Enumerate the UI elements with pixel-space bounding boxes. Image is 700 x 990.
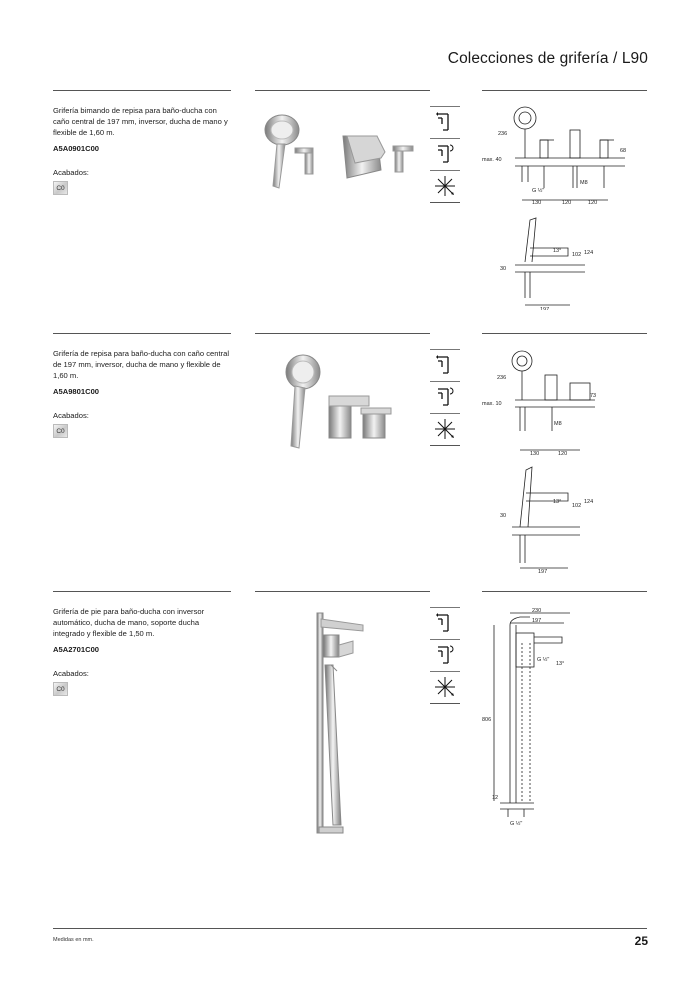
technical-drawing — [470, 345, 635, 575]
finish-swatch: C0 — [53, 181, 68, 195]
dim-label: 130 — [530, 451, 540, 457]
footer-note: Medidas en mm. — [53, 937, 94, 943]
page-title: Colecciones de grifería / L90 — [447, 50, 648, 67]
divider — [255, 333, 430, 334]
divider — [255, 90, 430, 91]
dim-label: 120 — [588, 200, 598, 206]
dim-label: 12 — [492, 795, 499, 801]
dim-label: G ½" — [510, 821, 523, 827]
dim-label: 73 — [590, 393, 597, 399]
dim-label: 102 — [572, 252, 582, 258]
dim-label: 30 — [500, 513, 507, 519]
divider — [53, 90, 231, 91]
tap-cold-icon — [430, 349, 460, 380]
dim-label: 230 — [532, 608, 542, 614]
sparkle-icon — [430, 413, 460, 444]
dim-label: M8 — [554, 421, 562, 427]
dim-label: 30 — [500, 266, 507, 272]
product-reference: A5A9801C00 — [53, 387, 100, 396]
divider — [482, 90, 647, 91]
dim-label: 197 — [532, 618, 542, 624]
product-image — [255, 108, 430, 198]
divider — [255, 591, 430, 592]
dim-label: 102 — [572, 503, 582, 509]
product-description: Grifería de repisa para baño-ducha con caño central de 197 mm, inversor, ducha de mano y flexible de 1,60 m. — [53, 349, 230, 380]
dim-label: 120 — [562, 200, 572, 206]
divider — [482, 591, 647, 592]
sparkle-icon — [430, 671, 460, 702]
tap-cold-icon — [430, 607, 460, 638]
dim-label: 124 — [584, 250, 594, 256]
divider — [430, 202, 460, 203]
dim-label: 197 — [538, 569, 548, 575]
dim-label: 236 — [498, 131, 508, 137]
dim-label: 197 — [540, 307, 550, 310]
product-image — [255, 605, 430, 845]
tap-hot-icon — [430, 381, 460, 412]
finish-swatch: C0 — [53, 424, 68, 438]
dim-label: G ½" — [537, 657, 550, 663]
tap-cold-icon — [430, 106, 460, 137]
tap-hot-icon — [430, 138, 460, 169]
dim-label: max. 10 — [482, 401, 502, 407]
finishes-label: Acabados: — [53, 411, 89, 420]
dim-label: 120 — [558, 451, 568, 457]
dim-label: 130 — [532, 200, 542, 206]
product-description: Grifería bimando de repisa para baño-ducha con caño central de 197 mm, inversor, ducha de mano y flexible de 1,60 m. — [53, 106, 228, 137]
finishes-label: Acabados: — [53, 168, 89, 177]
dim-label: 124 — [584, 499, 594, 505]
divider — [53, 591, 231, 592]
divider — [53, 333, 231, 334]
finishes-label: Acabados: — [53, 669, 89, 678]
dim-label: 68 — [620, 148, 627, 154]
divider — [482, 333, 647, 334]
dim-label: G ½" — [532, 188, 545, 194]
sparkle-icon — [430, 170, 460, 201]
dim-label: 806 — [482, 717, 492, 723]
dim-label: 13° — [553, 499, 562, 505]
dim-label: 13° — [553, 248, 562, 254]
product-reference: A5A2701C00 — [53, 645, 100, 654]
page-number: 25 — [634, 934, 648, 948]
dim-label: M8 — [580, 180, 588, 186]
finish-swatch: C0 — [53, 682, 68, 696]
divider — [430, 445, 460, 446]
footer-divider — [53, 928, 647, 929]
technical-drawing — [470, 603, 635, 828]
dim-label: 236 — [497, 375, 507, 381]
dim-label: max. 40 — [482, 157, 502, 163]
product-reference: A5A0901C00 — [53, 144, 100, 153]
product-description: Grifería de pie para baño-ducha con inversor automático, ducha de mano, soporte ducha integrado y flexible de 1,50 m. — [53, 607, 205, 638]
tap-hot-icon — [430, 639, 460, 670]
product-image — [255, 350, 430, 450]
divider — [430, 703, 460, 704]
dim-label: 13° — [556, 661, 565, 667]
technical-drawing — [470, 100, 635, 310]
